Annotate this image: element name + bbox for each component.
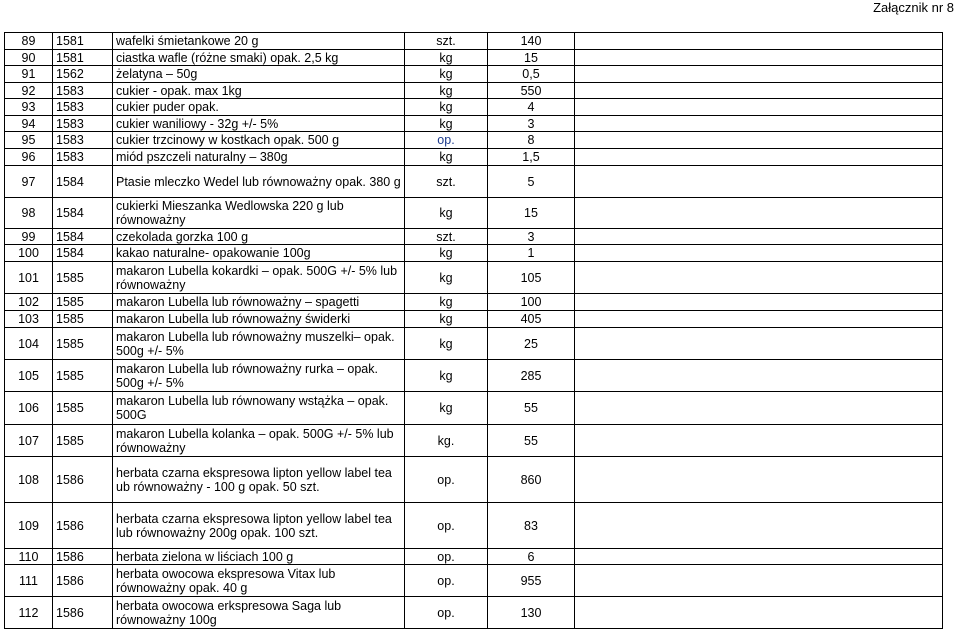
unit: kg	[405, 116, 488, 132]
product-code: 1585	[53, 425, 113, 457]
product-name: herbata owocowa erkspresowa Saga lub równoważny 100g	[113, 597, 405, 629]
table-row	[5, 457, 943, 503]
product-code: 1581	[53, 50, 113, 66]
empty-cell	[575, 549, 943, 565]
table-row	[5, 392, 943, 425]
unit: kg	[405, 83, 488, 99]
product-code: 1585	[53, 392, 113, 425]
table-row	[5, 50, 943, 66]
product-code: 1584	[53, 166, 113, 198]
quantity: 25	[488, 328, 575, 360]
row-number: 93	[5, 99, 53, 116]
unit: op.	[405, 597, 488, 629]
product-name: makaron Lubella lub równoważny muszelki– opak. 500g +/- 5%	[113, 328, 405, 360]
product-name: herbata czarna ekspresowa lipton yellow label tea ub równoważny - 100 g opak. 50 szt.	[113, 457, 405, 503]
empty-cell	[575, 565, 943, 597]
row-number: 110	[5, 549, 53, 565]
empty-cell	[575, 66, 943, 83]
table-row	[5, 149, 943, 166]
row-number: 107	[5, 425, 53, 457]
unit: szt.	[405, 229, 488, 245]
quantity: 860	[488, 457, 575, 503]
product-name: makaron Lubella lub równoważny – spagetti	[113, 294, 405, 311]
unit: kg	[405, 294, 488, 311]
table-row	[5, 549, 943, 565]
table-row	[5, 565, 943, 597]
product-name: herbata zielona w liściach 100 g	[113, 549, 405, 565]
quantity: 285	[488, 360, 575, 392]
unit: szt.	[405, 166, 488, 198]
unit: kg.	[405, 425, 488, 457]
unit: kg	[405, 311, 488, 328]
empty-cell	[575, 83, 943, 99]
unit: op.	[405, 549, 488, 565]
quantity: 550	[488, 83, 575, 99]
product-code: 1584	[53, 245, 113, 262]
empty-cell	[575, 229, 943, 245]
table-row	[5, 198, 943, 229]
product-code: 1583	[53, 83, 113, 99]
product-name: makaron Lubella lub równowany wstążka – opak. 500G	[113, 392, 405, 425]
product-code: 1585	[53, 311, 113, 328]
table-row	[5, 132, 943, 149]
unit: op.	[405, 503, 488, 549]
table-row	[5, 360, 943, 392]
quantity: 5	[488, 166, 575, 198]
quantity: 3	[488, 229, 575, 245]
product-code: 1585	[53, 360, 113, 392]
quantity: 55	[488, 392, 575, 425]
row-number: 99	[5, 229, 53, 245]
table-row	[5, 328, 943, 360]
row-number: 94	[5, 116, 53, 132]
row-number: 92	[5, 83, 53, 99]
empty-cell	[575, 116, 943, 132]
quantity: 15	[488, 198, 575, 229]
row-number: 91	[5, 66, 53, 83]
quantity: 55	[488, 425, 575, 457]
product-code: 1586	[53, 565, 113, 597]
table-row	[5, 311, 943, 328]
quantity: 100	[488, 294, 575, 311]
empty-cell	[575, 311, 943, 328]
empty-cell	[575, 360, 943, 392]
quantity: 6	[488, 549, 575, 565]
product-code: 1586	[53, 597, 113, 629]
row-number: 101	[5, 262, 53, 294]
empty-cell	[575, 33, 943, 50]
row-number: 111	[5, 565, 53, 597]
product-name: wafelki śmietankowe 20 g	[113, 33, 405, 50]
row-number: 108	[5, 457, 53, 503]
empty-cell	[575, 457, 943, 503]
row-number: 103	[5, 311, 53, 328]
quantity: 15	[488, 50, 575, 66]
empty-cell	[575, 503, 943, 549]
product-table	[4, 32, 943, 629]
unit: kg	[405, 360, 488, 392]
empty-cell	[575, 425, 943, 457]
row-number: 105	[5, 360, 53, 392]
empty-cell	[575, 392, 943, 425]
product-code: 1583	[53, 149, 113, 166]
product-code: 1585	[53, 262, 113, 294]
product-name: herbata owocowa ekspresowa Vitax lub równoważny opak. 40 g	[113, 565, 405, 597]
product-code: 1586	[53, 503, 113, 549]
product-name: żelatyna – 50g	[113, 66, 405, 83]
product-code: 1581	[53, 33, 113, 50]
unit: kg	[405, 198, 488, 229]
product-name: makaron Lubella kokardki – opak. 500G +/- 5% lub równoważny	[113, 262, 405, 294]
attachment-label: Załącznik nr 8	[873, 0, 954, 15]
empty-cell	[575, 245, 943, 262]
unit: op.	[405, 457, 488, 503]
quantity: 130	[488, 597, 575, 629]
table-row	[5, 294, 943, 311]
product-code: 1585	[53, 294, 113, 311]
table-row	[5, 503, 943, 549]
quantity: 3	[488, 116, 575, 132]
quantity: 140	[488, 33, 575, 50]
product-name: cukier waniliowy - 32g +/- 5%	[113, 116, 405, 132]
table-row	[5, 229, 943, 245]
product-name: ciastka wafle (różne smaki) opak. 2,5 kg	[113, 50, 405, 66]
product-name: makaron Lubella lub równoważny świderki	[113, 311, 405, 328]
product-name: Ptasie mleczko Wedel lub równoważny opak. 380 g	[113, 166, 405, 198]
product-name: cukierki Mieszanka Wedlowska 220 g lub równoważny	[113, 198, 405, 229]
empty-cell	[575, 132, 943, 149]
product-name: cukier puder opak.	[113, 99, 405, 116]
product-code: 1583	[53, 99, 113, 116]
unit: kg	[405, 50, 488, 66]
table-row	[5, 66, 943, 83]
row-number: 102	[5, 294, 53, 311]
quantity: 105	[488, 262, 575, 294]
unit: op.	[405, 132, 488, 149]
product-code: 1583	[53, 116, 113, 132]
table-row	[5, 425, 943, 457]
row-number: 112	[5, 597, 53, 629]
product-code: 1583	[53, 132, 113, 149]
product-name: cukier trzcinowy w kostkach opak. 500 g	[113, 132, 405, 149]
quantity: 1,5	[488, 149, 575, 166]
row-number: 100	[5, 245, 53, 262]
product-name: kakao naturalne- opakowanie 100g	[113, 245, 405, 262]
row-number: 109	[5, 503, 53, 549]
unit: kg	[405, 328, 488, 360]
product-code: 1586	[53, 549, 113, 565]
row-number: 98	[5, 198, 53, 229]
table-row	[5, 99, 943, 116]
unit: kg	[405, 66, 488, 83]
quantity: 1	[488, 245, 575, 262]
product-name: cukier - opak. max 1kg	[113, 83, 405, 99]
table-row	[5, 245, 943, 262]
table-row	[5, 262, 943, 294]
product-name: czekolada gorzka 100 g	[113, 229, 405, 245]
product-code: 1562	[53, 66, 113, 83]
product-code: 1584	[53, 229, 113, 245]
quantity: 405	[488, 311, 575, 328]
empty-cell	[575, 597, 943, 629]
row-number: 104	[5, 328, 53, 360]
unit: kg	[405, 99, 488, 116]
row-number: 89	[5, 33, 53, 50]
product-code: 1585	[53, 328, 113, 360]
table-row	[5, 597, 943, 629]
unit: op.	[405, 565, 488, 597]
product-name: miód pszczeli naturalny – 380g	[113, 149, 405, 166]
unit: kg	[405, 245, 488, 262]
quantity: 8	[488, 132, 575, 149]
empty-cell	[575, 198, 943, 229]
empty-cell	[575, 99, 943, 116]
empty-cell	[575, 328, 943, 360]
unit: szt.	[405, 33, 488, 50]
table-row	[5, 116, 943, 132]
quantity: 83	[488, 503, 575, 549]
row-number: 96	[5, 149, 53, 166]
product-table-body	[5, 33, 943, 629]
table-row	[5, 33, 943, 50]
empty-cell	[575, 262, 943, 294]
row-number: 90	[5, 50, 53, 66]
empty-cell	[575, 149, 943, 166]
product-code: 1586	[53, 457, 113, 503]
empty-cell	[575, 166, 943, 198]
quantity: 955	[488, 565, 575, 597]
product-name: makaron Lubella kolanka – opak. 500G +/- 5% lub równoważny	[113, 425, 405, 457]
row-number: 95	[5, 132, 53, 149]
row-number: 97	[5, 166, 53, 198]
table-row	[5, 166, 943, 198]
row-number: 106	[5, 392, 53, 425]
empty-cell	[575, 50, 943, 66]
table-row	[5, 83, 943, 99]
unit: kg	[405, 149, 488, 166]
product-name: makaron Lubella lub równoważny rurka – opak. 500g +/- 5%	[113, 360, 405, 392]
quantity: 4	[488, 99, 575, 116]
unit: kg	[405, 392, 488, 425]
product-code: 1584	[53, 198, 113, 229]
empty-cell	[575, 294, 943, 311]
unit: kg	[405, 262, 488, 294]
quantity: 0,5	[488, 66, 575, 83]
product-name: herbata czarna ekspresowa lipton yellow label tea lub równoważny 200g opak. 100 szt.	[113, 503, 405, 549]
